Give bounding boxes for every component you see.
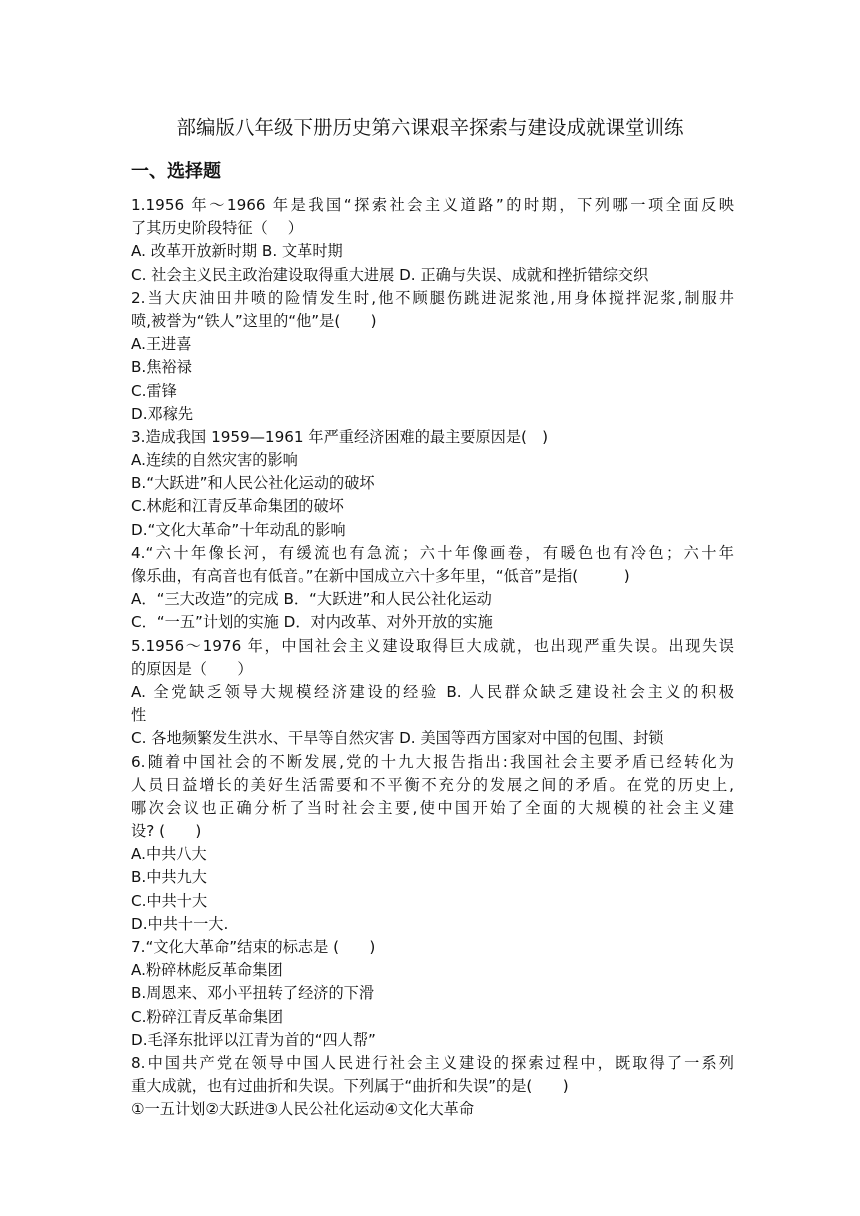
text-line: 1.1956 年～1966 年是我国“探索社会主义道路”的时期，下列哪一项全面反映: [131, 196, 734, 214]
text-line: A．“三大改造”的完成 B．“大跃进”和人民公社化运动: [131, 590, 492, 609]
text-line: D.毛泽东批评以江青为首的“四人帮”: [131, 1030, 376, 1049]
section-heading: 一、选择题: [131, 161, 221, 182]
question-list: [131, 194, 734, 1122]
text-line: D.中共十一大.: [131, 914, 229, 933]
text-line: B.周恩来、邓小平扭转了经济的下滑: [131, 984, 375, 1003]
text-line: A.连续的自然灾害的影响: [131, 451, 298, 470]
text-line: C. 各地频繁发生洪水、干旱等自然灾害 D. 美国等西方国家对中国的包围、封锁: [131, 729, 664, 748]
text-line: C.中共十大: [131, 891, 208, 910]
text-line: 7.“文化大革命”结束的标志是 ( ): [131, 938, 376, 956]
text-line: 3.造成我国 1959—1961 年严重经济困难的最主要原因是( ): [131, 427, 549, 446]
text-line: C.雷锋: [131, 381, 177, 400]
text-line: B.焦裕禄: [131, 358, 192, 377]
text-line: A.粉碎林彪反革命集团: [131, 961, 283, 980]
text-line: 6.随着中国社会的不断发展,党的十九大报告指出:我国社会主要矛盾已经转化为: [131, 752, 734, 771]
text-line: 像乐曲，有高音也有低音。”在新中国成立六十多年里，“低音”是指( ): [131, 567, 630, 585]
text-line: 8.中国共产党在领导中国人民进行社会主义建设的探索过程中，既取得了一系列: [131, 1053, 734, 1072]
text-line: 设? ( ): [131, 822, 202, 841]
text-line: 了其历史阶段特征（ ）: [131, 219, 303, 238]
text-line: 5.1956～1976 年，中国社会主义建设取得巨大成就，也出现严重失误。出现失误: [131, 636, 734, 655]
text-line: A. 改革开放新时期 B. 文革时期: [131, 242, 343, 261]
text-line: ①一五计划②大跃进③人民公社化运动④文化大革命: [131, 1100, 475, 1119]
text-line: D.邓稼先: [131, 404, 194, 423]
text-line: C.林彪和江青反革命集团的破坏: [131, 497, 344, 516]
text-line: 的原因是（ ）: [131, 659, 253, 678]
text-line: 哪次会议也正确分析了当时社会主要,使中国开始了全面的大规模的社会主义建: [131, 798, 734, 817]
text-line: B.“大跃进”和人民公社化运动的破坏: [131, 474, 375, 493]
text-line: A. 全党缺乏领导大规模经济建设的经验 B. 人民群众缺乏建设社会主义的积极: [131, 682, 734, 701]
text-line: A.王进喜: [131, 335, 192, 354]
text-line: 性: [131, 706, 147, 725]
text-line: 4.“六十年像长河，有缓流也有急流；六十年像画卷，有暖色也有冷色；六十年: [131, 543, 734, 562]
text-line: D.“文化大革命”十年动乱的影响: [131, 520, 346, 539]
document-title: 部编版八年级下册历史第六课艰辛探索与建设成就课堂训练: [176, 116, 684, 139]
text-line: B.中共九大: [131, 868, 207, 887]
text-line: C.粉碎江青反革命集团: [131, 1007, 284, 1026]
text-line: 人员日益增长的美好生活需要和不平衡不充分的发展之间的矛盾。在党的历史上,: [131, 775, 734, 794]
text-line: 重大成就，也有过曲折和失误。下列属于“曲折和失误”的是( ): [131, 1077, 569, 1096]
text-line: A.中共八大: [131, 845, 207, 864]
text-line: 喷,被誉为“铁人”这里的“他”是( ): [131, 311, 377, 330]
text-line: 2.当大庆油田井喷的险情发生时,他不顾腿伤跳进泥浆池,用身体搅拌泥浆,制服井: [131, 288, 734, 307]
text-line: C．“一五”计划的实施 D．对内改革、对外开放的实施: [131, 613, 493, 632]
text-line: C. 社会主义民主政治建设取得重大进展 D. 正确与失误、成就和挫折错综交织: [131, 265, 649, 284]
